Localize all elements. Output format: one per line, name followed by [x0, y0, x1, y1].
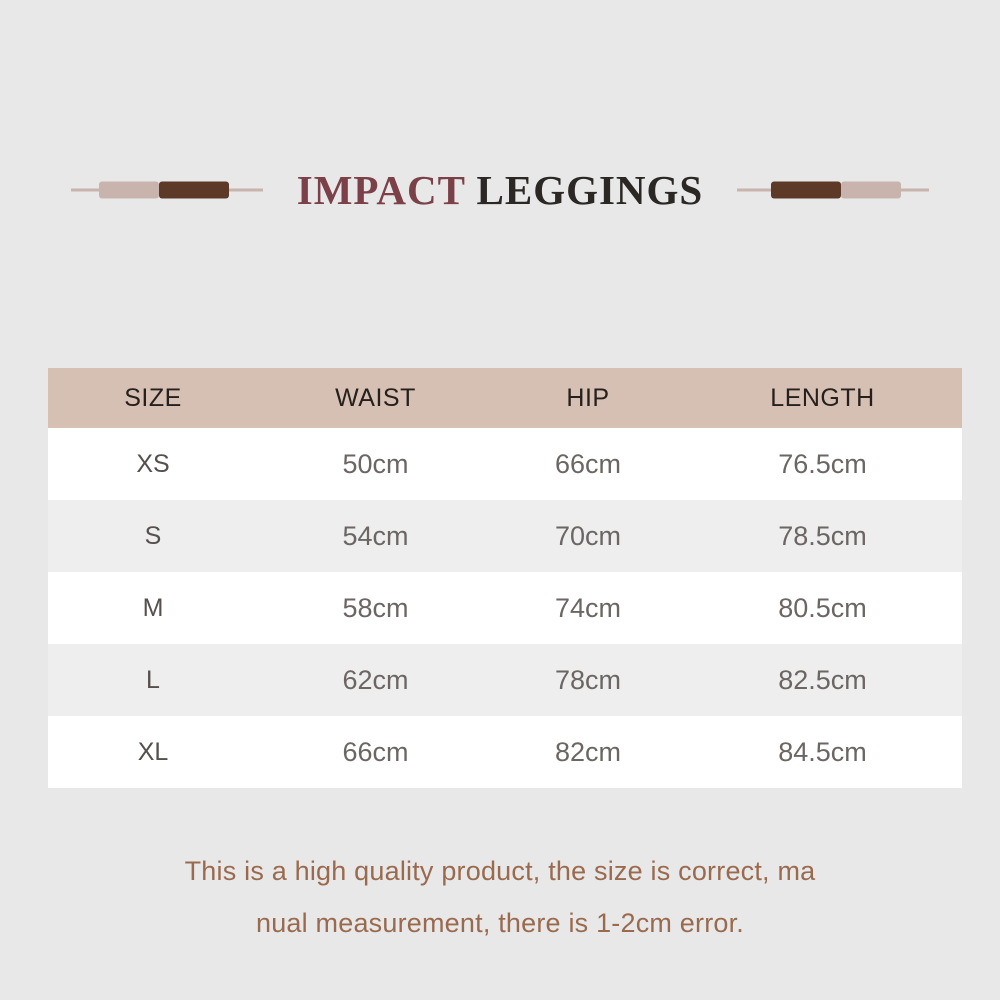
- size-table: [48, 368, 962, 788]
- title-row: [0, 155, 1000, 225]
- measurement-note: [0, 845, 1000, 949]
- size-table-body: [48, 428, 962, 788]
- cell-length: 84.5cm: [683, 716, 962, 788]
- table-row: [48, 644, 962, 716]
- cell-hip: 70cm: [493, 500, 683, 572]
- ornament-dark-bar-icon: [159, 182, 229, 199]
- ornament-light-bar-icon: [841, 182, 901, 199]
- column-header-hip: HIP: [493, 368, 683, 428]
- table-row: [48, 428, 962, 500]
- right-ornament: [737, 179, 929, 201]
- cell-length: 76.5cm: [683, 428, 962, 500]
- cell-size: XL: [48, 716, 258, 788]
- cell-size: S: [48, 500, 258, 572]
- cell-length: 78.5cm: [683, 500, 962, 572]
- cell-waist: 66cm: [258, 716, 493, 788]
- cell-waist: 62cm: [258, 644, 493, 716]
- measurement-note-line-2: nual measurement, there is 1-2cm error.: [256, 908, 744, 938]
- table-row: [48, 716, 962, 788]
- cell-hip: 74cm: [493, 572, 683, 644]
- table-header-row: [48, 368, 962, 428]
- table-row: [48, 572, 962, 644]
- cell-length: 80.5cm: [683, 572, 962, 644]
- column-header-size: SIZE: [48, 368, 258, 428]
- cell-waist: 54cm: [258, 500, 493, 572]
- ornament-light-bar-icon: [99, 182, 159, 199]
- cell-waist: 50cm: [258, 428, 493, 500]
- page-title: [297, 166, 703, 214]
- cell-hip: 78cm: [493, 644, 683, 716]
- column-header-waist: WAIST: [258, 368, 493, 428]
- page-title-part-2: LEGGINGS: [476, 167, 704, 213]
- left-ornament: [71, 179, 263, 201]
- cell-hip: 82cm: [493, 716, 683, 788]
- table-row: [48, 500, 962, 572]
- cell-hip: 66cm: [493, 428, 683, 500]
- cell-size: L: [48, 644, 258, 716]
- cell-length: 82.5cm: [683, 644, 962, 716]
- cell-size: M: [48, 572, 258, 644]
- ornament-dark-bar-icon: [771, 182, 841, 199]
- size-table-head: [48, 368, 962, 428]
- cell-size: XS: [48, 428, 258, 500]
- cell-waist: 58cm: [258, 572, 493, 644]
- page-title-part-1: IMPACT: [296, 167, 477, 213]
- column-header-length: LENGTH: [683, 368, 962, 428]
- measurement-note-line-1: This is a high quality product, the size is correct, ma: [184, 856, 816, 886]
